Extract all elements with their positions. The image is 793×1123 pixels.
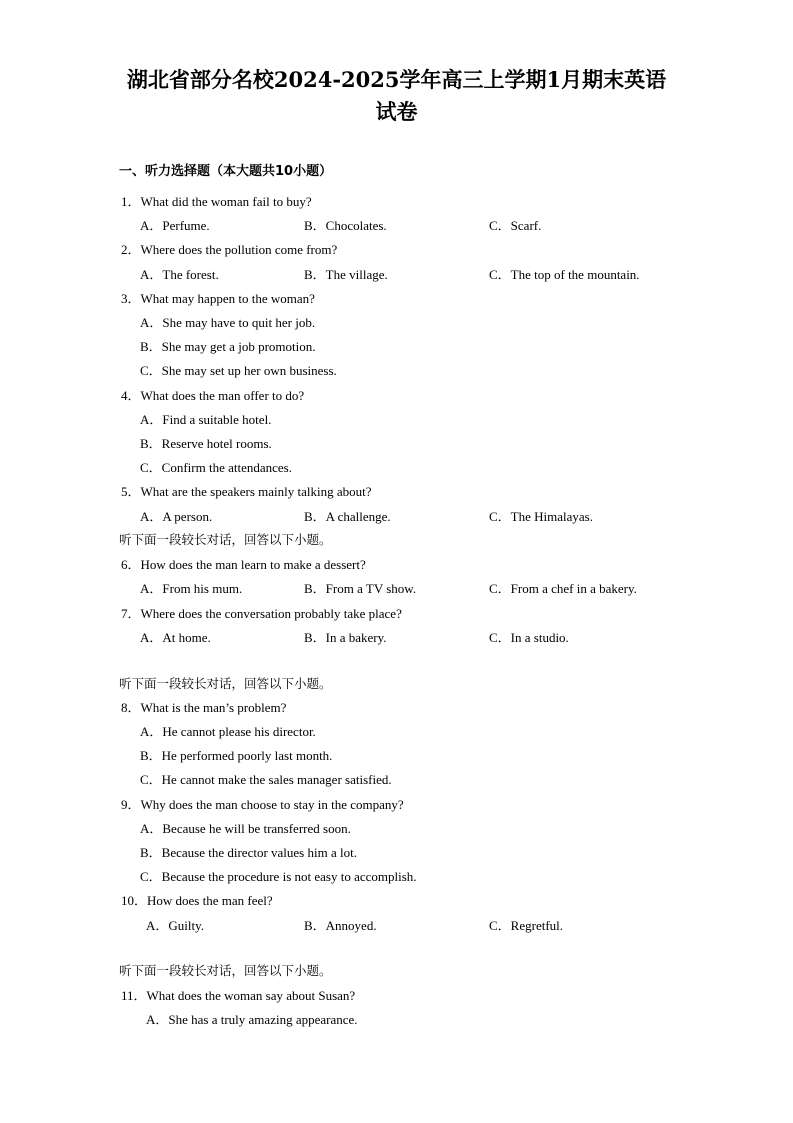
q8-option-b: B．He performed poorly last month.	[140, 748, 333, 763]
q1-option-a: A．Perfume.	[140, 218, 210, 233]
question-8: 8．What is the man’s problem?	[121, 700, 287, 715]
question-10: 10．How does the man feel?	[121, 893, 273, 908]
q8-option-a: A．He cannot please his director.	[140, 724, 316, 739]
title-line-1: 湖北省部分名校2024-2025学年高三上学期1月期末英语	[126, 67, 667, 92]
question-6: 6．How does the man learn to make a dessert?	[121, 557, 366, 572]
q1-option-b: B．Chocolates.	[304, 218, 387, 233]
section-heading: 一、听力选择题（本大题共10小题）	[119, 164, 333, 179]
question-1: 1．What did the woman fail to buy?	[121, 194, 312, 209]
q7-option-a: A．At home.	[140, 630, 211, 645]
dialogue-intro-1: 听下面一段较长对话，回答以下小题。	[119, 532, 332, 547]
q6-option-c: C．From a chef in a bakery.	[489, 581, 637, 596]
page-title	[100, 64, 693, 128]
q2-option-a: A．The forest.	[140, 267, 219, 282]
q9-option-c: C．Because the procedure is not easy to accomplish.	[140, 869, 417, 884]
q9-option-a: A．Because he will be transferred soon.	[140, 821, 351, 836]
question-3: 3．What may happen to the woman?	[121, 291, 315, 306]
q1-option-c: C．Scarf.	[489, 218, 542, 233]
question-7: 7．Where does the conversation probably take place?	[121, 606, 402, 621]
question-4: 4．What does the man offer to do?	[121, 388, 305, 403]
q3-option-b: B．She may get a job promotion.	[140, 339, 316, 354]
dialogue-intro-2: 听下面一段较长对话，回答以下小题。	[119, 676, 332, 691]
question-2: 2．Where does the pollution come from?	[121, 242, 338, 257]
q3-option-a: A．She may have to quit her job.	[140, 315, 316, 330]
q4-option-a: A．Find a suitable hotel.	[140, 412, 272, 427]
q9-option-b: B．Because the director values him a lot.	[140, 845, 357, 860]
title-line-2: 试卷	[375, 99, 418, 124]
q6-option-a: A．From his mum.	[140, 581, 243, 596]
q7-option-b: B．In a bakery.	[304, 630, 387, 645]
q4-option-c: C．Confirm the attendances.	[140, 460, 292, 475]
q2-option-c: C．The top of the mountain.	[489, 267, 640, 282]
dialogue-intro-3: 听下面一段较长对话，回答以下小题。	[119, 963, 332, 978]
q5-option-a: A．A person.	[140, 509, 213, 524]
q8-option-c: C．He cannot make the sales manager satisfied.	[140, 772, 392, 787]
q10-option-b: B．Annoyed.	[304, 918, 377, 933]
q11-option-a: A．She has a truly amazing appearance.	[146, 1012, 358, 1027]
q10-option-c: C．Regretful.	[489, 918, 564, 933]
q5-option-c: C．The Himalayas.	[489, 509, 593, 524]
q2-option-b: B．The village.	[304, 267, 388, 282]
q10-option-a: A．Guilty.	[146, 918, 205, 933]
q5-option-b: B．A challenge.	[304, 509, 391, 524]
q3-option-c: C．She may set up her own business.	[140, 363, 337, 378]
question-9: 9．Why does the man choose to stay in the company?	[121, 797, 404, 812]
q7-option-c: C．In a studio.	[489, 630, 569, 645]
q4-option-b: B．Reserve hotel rooms.	[140, 436, 272, 451]
q6-option-b: B．From a TV show.	[304, 581, 417, 596]
question-5: 5．What are the speakers mainly talking about?	[121, 484, 372, 499]
question-11: 11．What does the woman say about Susan?	[121, 988, 356, 1003]
